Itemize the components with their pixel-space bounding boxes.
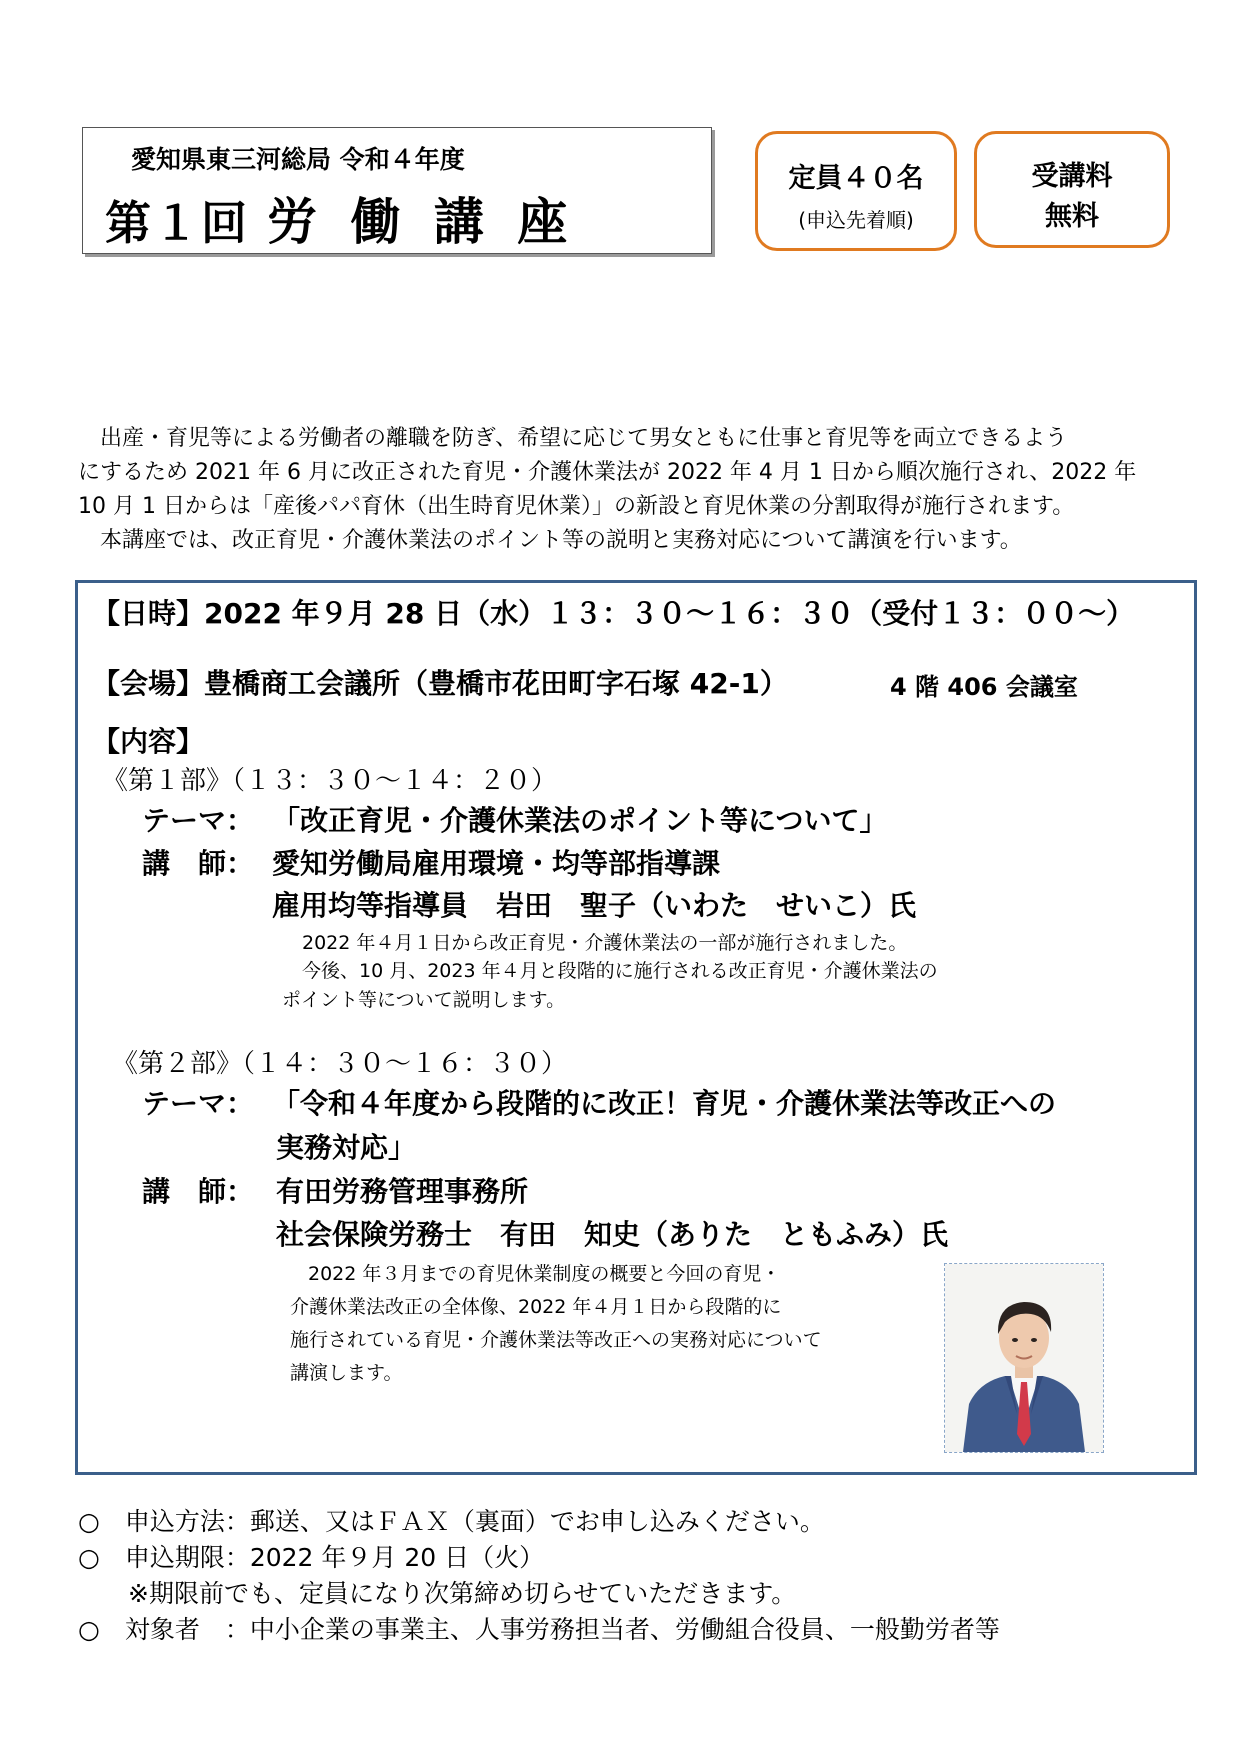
part1-desc-2: 今後、10 月、2023 年４月と段階的に施行される改正育児・介護休業法の (302, 960, 938, 982)
intro-line-2: にするため 2021 年 6 月に改正された育児・介護休業法が 2022 年 4 月 1 日から順次施行され、2022 年 (78, 460, 1137, 485)
capacity-box (755, 131, 957, 251)
part2-theme-label: テーマ： (142, 1087, 255, 1120)
part2-lecturer-label: 講 師： (142, 1175, 255, 1208)
target-audience: ○ 対象者 ：中小企業の事業主、人事労務担当者、労働組合役員、一般勤労者等 (78, 1615, 1000, 1644)
deadline-note: ※期限前でも、定員になり次第締め切らせていただきます。 (78, 1579, 797, 1608)
part1-lecturer-org: 愛知労働局雇用環境・均等部指導課 (272, 847, 721, 880)
apply-deadline: ○ 申込期限：2022 年９月 20 日（火） (78, 1543, 545, 1572)
part2-heading: 《第２部》（１４：３０～１６：３０） (112, 1049, 568, 1079)
part2-lecturer-name: 社会保険労務士 有田 知史（ありた ともふみ）氏 (276, 1218, 949, 1251)
part1-desc-3: ポイント等について説明します。 (282, 989, 566, 1011)
fee-value: 無料 (1045, 201, 1099, 232)
part2-theme-line2: 実務対応」 (276, 1131, 417, 1164)
intro-line-1: 出産・育児等による労働者の離職を防ぎ、希望に応じて男女ともに仕事と育児等を両立できるよう (100, 426, 1068, 451)
part2-theme-line1: 「令和４年度から段階的に改正！育児・介護休業法等改正への (272, 1087, 1057, 1120)
fee-box (974, 131, 1170, 248)
apply-method: ○ 申込方法：郵送、又はＦＡＸ（裏面）でお申し込みください。 (78, 1507, 825, 1536)
part1-theme-label: テーマ： (142, 804, 255, 837)
title-prefix: 第１回 (105, 196, 249, 250)
lecturer-photo (944, 1263, 1104, 1453)
capacity-note: (申込先着順) (798, 208, 914, 232)
event-venue: 【会場】豊橋商工会議所（豊橋市花田町字石塚 42-1） (92, 667, 788, 700)
organizer-text: 愛知県東三河総局 令和４年度 (131, 145, 465, 174)
part2-desc-1: 2022 年３月までの育児休業制度の概要と今回の育児・ (308, 1263, 781, 1285)
title-box (82, 127, 712, 254)
part1-desc-1: 2022 年４月１日から改正育児・介護休業法の一部が施行されました。 (302, 932, 908, 954)
part2-desc-3: 施行されている育児・介護休業法等改正への実務対応について (290, 1329, 822, 1351)
part1-lecturer-label: 講 師： (142, 847, 255, 880)
venue-room: 4 階 406 会議室 (890, 673, 1078, 701)
part1-heading: 《第１部》（１３：３０～１４：２０） (102, 766, 558, 796)
intro-line-3: 10 月 1 日からは「産後パパ育休（出生時育児休業）」の新設と育児休業の分割取得が施行されます。 (78, 494, 1075, 519)
event-datetime: 【日時】2022 年９月 28 日（水）１３：３０～１６：３０（受付１３：００～） (92, 597, 1135, 630)
lecturer-portrait-image (945, 1264, 1103, 1452)
content-label: 【内容】 (92, 725, 205, 758)
part2-desc-4: 講演します。 (290, 1362, 403, 1384)
intro-line-4: 本講座では、改正育児・介護休業法のポイント等の説明と実務対応について講演を行います。 (100, 528, 1022, 553)
page-title (105, 182, 575, 254)
part2-desc-2: 介護休業法改正の全体像、2022 年４月１日から段階的に (290, 1296, 782, 1318)
fee-label: 受講料 (1031, 161, 1113, 192)
part1-theme: 「改正育児・介護休業法のポイント等について」 (272, 804, 888, 837)
title-main: 労 働 講 座 (267, 193, 576, 251)
capacity-label: 定員４０名 (788, 163, 924, 194)
part2-lecturer-org: 有田労務管理事務所 (276, 1175, 529, 1208)
part1-lecturer-name: 雇用均等指導員 岩田 聖子（いわた せいこ）氏 (272, 889, 917, 922)
